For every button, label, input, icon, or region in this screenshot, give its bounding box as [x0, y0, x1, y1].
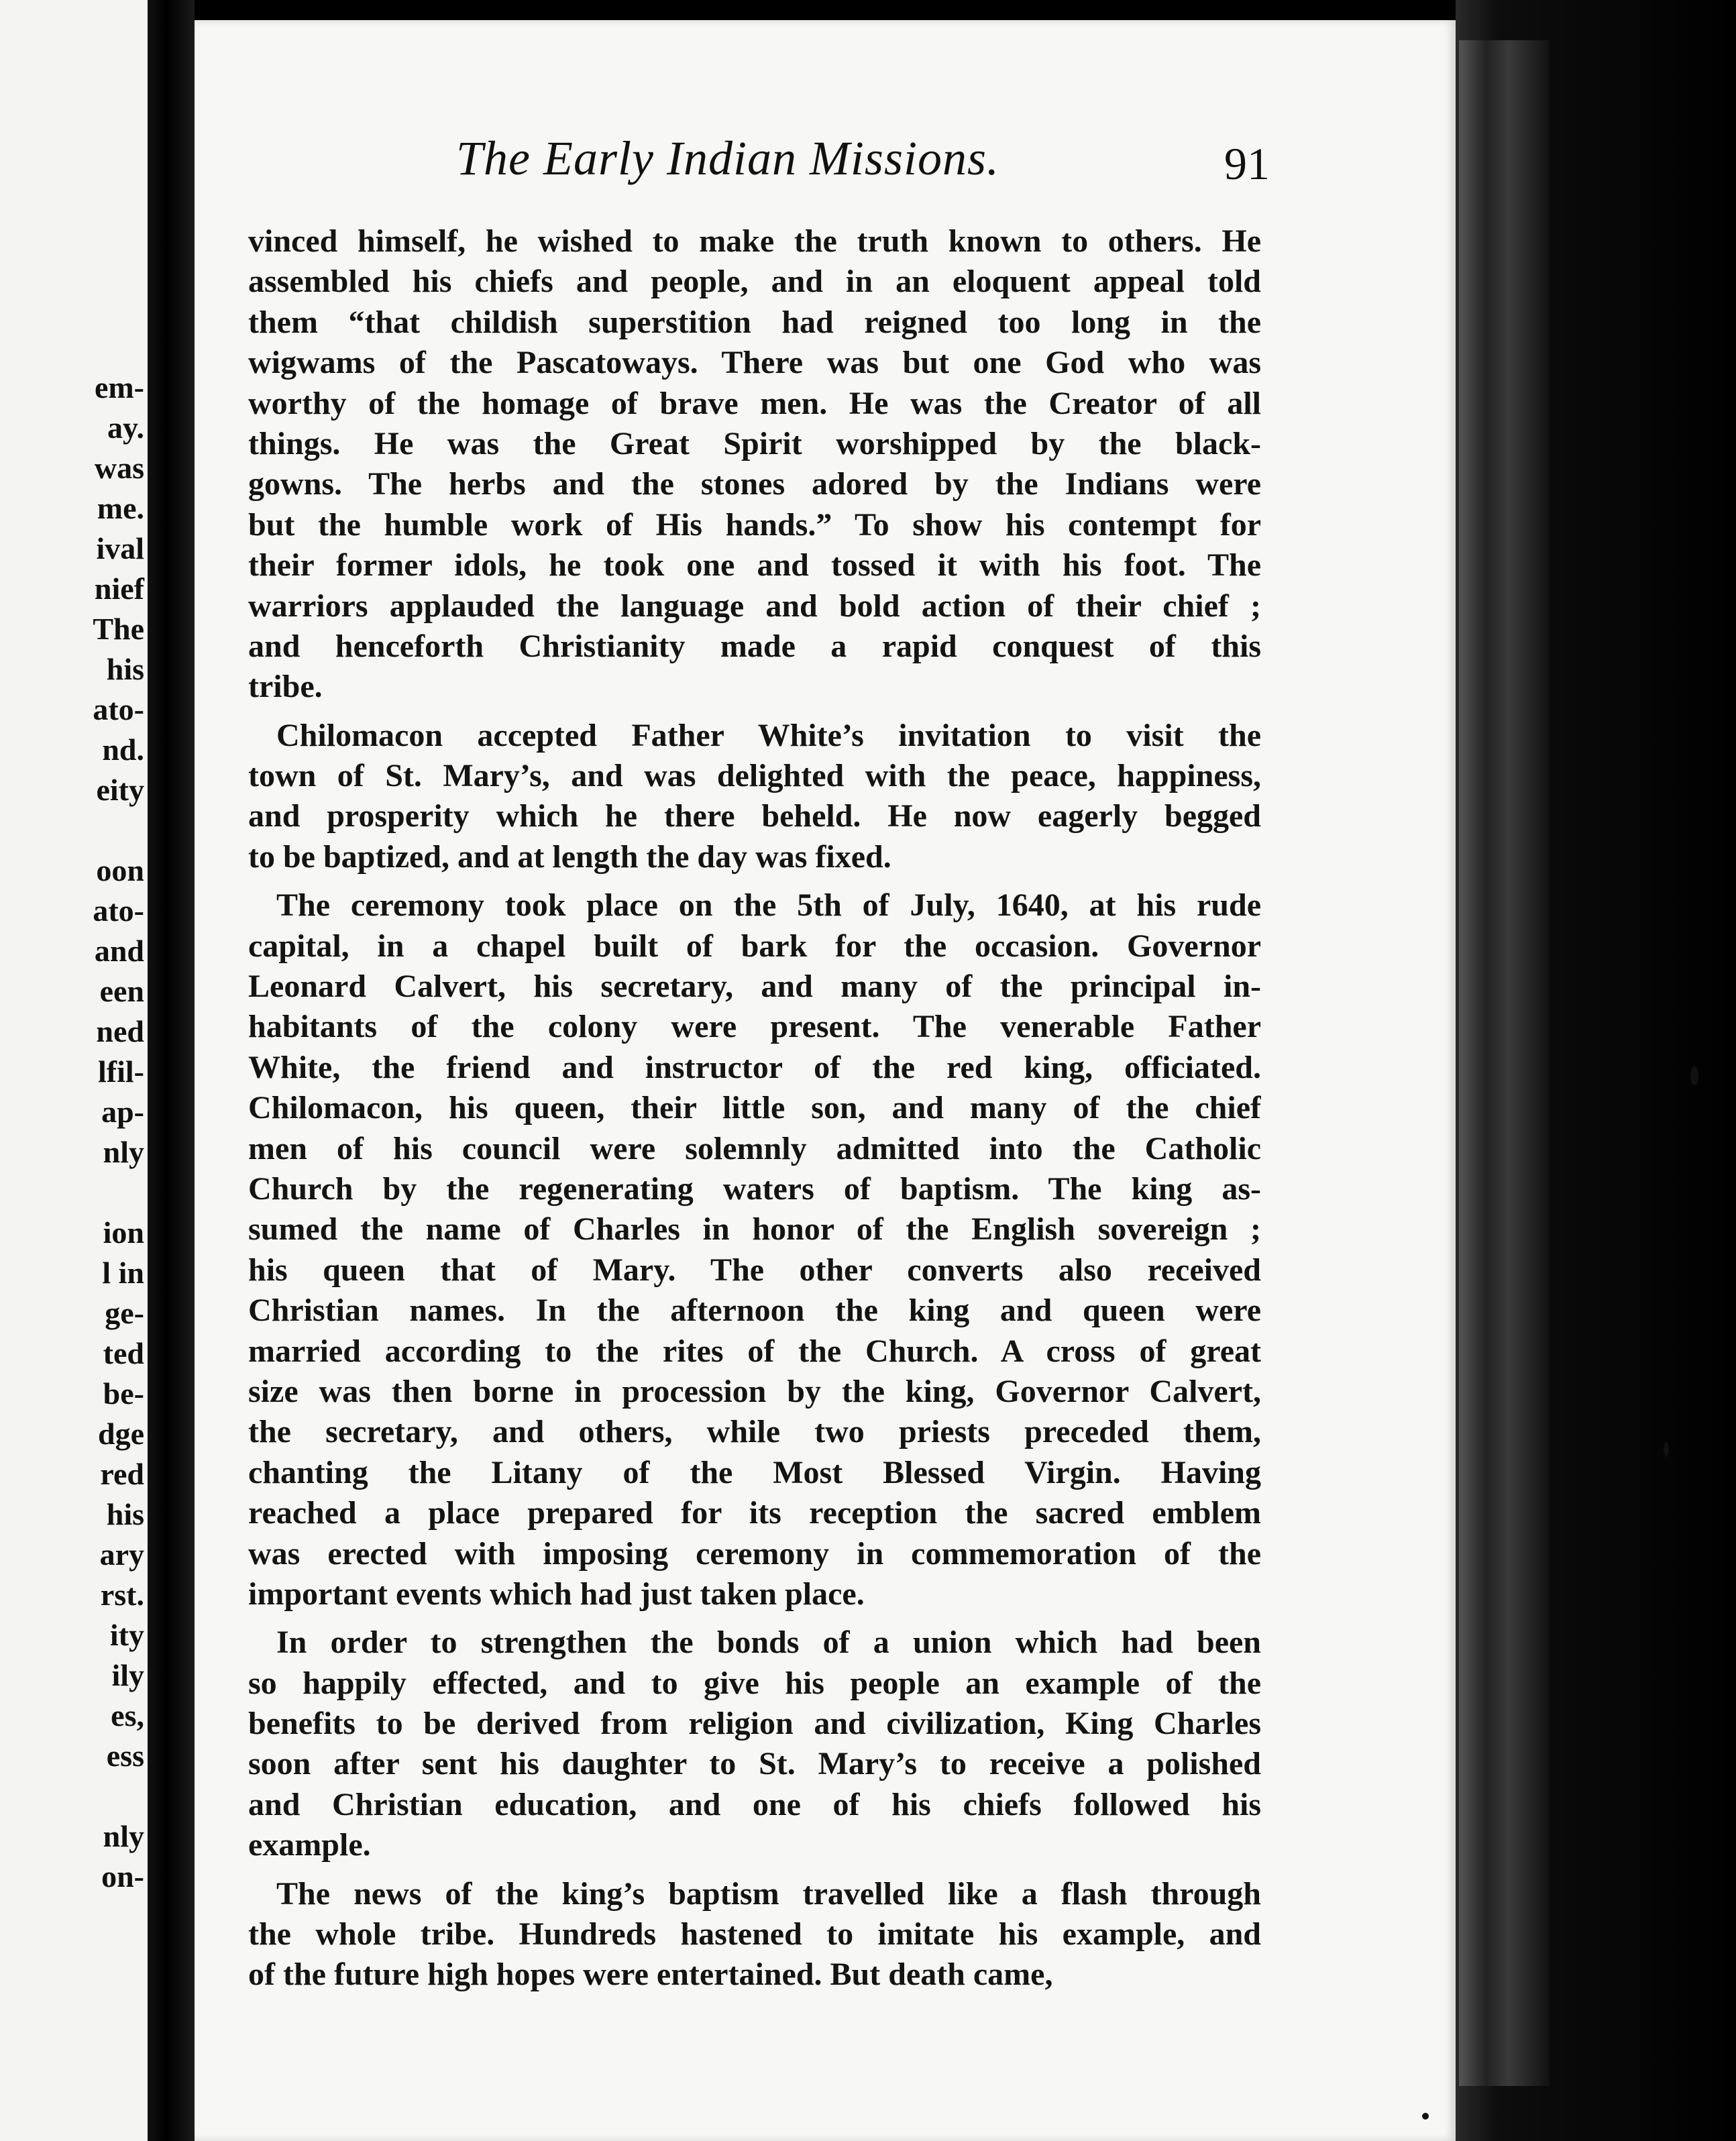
left-page-fragment: ary	[99, 1537, 144, 1572]
page-header	[195, 131, 1456, 191]
left-page-fragment: rst.	[100, 1578, 144, 1612]
text-line: habitants of the colony were present. The venerable Father	[248, 1009, 1261, 1045]
text-line: example.	[248, 1827, 371, 1863]
text-line: and henceforth Christianity made a rapid conquest of this	[248, 628, 1261, 664]
text-line: chanting the Litany of the Most Blessed Virgin. Having	[248, 1454, 1261, 1490]
text-line: his queen that of Mary. The other converts also received	[248, 1252, 1261, 1288]
text-line: vinced himself, he wished to make the truth known to others. He	[248, 223, 1261, 259]
text-line: and prosperity which he there beheld. He now eagerly begged	[248, 798, 1261, 834]
left-page-fragment: his	[106, 652, 144, 686]
left-page-fragment: nief	[94, 571, 144, 606]
text-line: gowns. The herbs and the stones adored by the Indians were	[248, 466, 1261, 502]
paragraph-gap	[248, 1614, 1261, 1623]
left-page-fragment: ity	[109, 1618, 144, 1652]
text-line: but the humble work of His hands.” To show his contempt for	[248, 506, 1261, 543]
book-gutter	[148, 0, 195, 2141]
left-page-fragment: een	[99, 974, 144, 1008]
left-page-fragment: es,	[111, 1698, 144, 1733]
left-page-fragment: ily	[111, 1658, 144, 1692]
left-page-fragment: me.	[97, 491, 144, 525]
left-page-fragment: lfil-	[98, 1054, 144, 1089]
text-line: of the future high hopes were entertained. But death came,	[248, 1957, 1053, 1993]
left-page-fragment: oon	[96, 853, 144, 887]
text-line: town of St. Mary’s, and was delighted with the peace, happiness,	[248, 758, 1261, 794]
main-page	[195, 20, 1456, 2141]
paragraph-gap	[248, 1866, 1261, 1874]
page-number: 91	[1224, 138, 1270, 189]
left-page-fragment: was	[94, 451, 144, 485]
text-line: Church by the regenerating waters of baptism. The king as-	[248, 1170, 1261, 1207]
left-page-text-fragments	[0, 0, 144, 2141]
left-page-fragment: eity	[96, 773, 144, 807]
left-page-fragment: nly	[103, 1819, 144, 1853]
left-page-fragment: his	[106, 1497, 144, 1531]
text-line: their former idols, he took one and tossed it with his foot. The	[248, 547, 1261, 584]
left-page-fragment: ned	[96, 1014, 144, 1048]
left-page-fragment: nly	[103, 1135, 144, 1169]
text-line: soon after sent his daughter to St. Mary’s to receive a polished	[248, 1746, 1261, 1782]
text-line: Leonard Calvert, his secretary, and many of the principal in-	[248, 969, 1261, 1005]
text-line: to be baptized, and at length the day was fixed.	[248, 838, 891, 875]
text-line: capital, in a chapel built of bark for the occasion. Governor	[248, 928, 1261, 964]
text-line: things. He was the Great Spirit worshipped by the black-	[248, 425, 1261, 461]
text-line: wigwams of the Pascatoways. There was but one God who was	[248, 345, 1261, 381]
paragraph-gap	[248, 708, 1261, 716]
left-page-fragment: ato-	[93, 893, 144, 928]
left-page-fragment: and	[94, 934, 144, 968]
left-page-fragment: ival	[96, 531, 144, 565]
text-line: so happily effected, and to give his people an example of the	[248, 1665, 1261, 1701]
text-line: the whole tribe. Hundreds hastened to imitate his example, and	[248, 1916, 1261, 1953]
left-page-fragment: em-	[94, 370, 144, 404]
left-page-fragment: on-	[101, 1859, 144, 1893]
text-line: Chilomacon accepted Father White’s invitation to visit the	[276, 717, 1261, 753]
text-line: was erected with imposing ceremony in commemoration of the	[248, 1535, 1261, 1572]
text-line: Chilomacon, his queen, their little son, and many of the chief	[248, 1090, 1261, 1126]
left-page-fragment: red	[100, 1457, 144, 1491]
left-page-fragment: nd.	[102, 732, 144, 767]
left-page-fragment: The	[93, 612, 144, 646]
text-line: worthy of the homage of brave men. He was the Creator of all	[248, 385, 1261, 421]
text-line: Christian names. In the afternoon the king and queen were	[248, 1293, 1261, 1329]
text-line: and Christian education, and one of his chiefs followed his	[248, 1786, 1261, 1822]
text-line: important events which had just taken place.	[248, 1576, 865, 1612]
left-page-fragment: ge-	[105, 1296, 144, 1330]
body-text	[248, 221, 1261, 1995]
scan-speck	[1690, 1066, 1698, 1085]
scan-speck	[1422, 2113, 1429, 2120]
text-line: assembled his chiefs and people, and in an eloquent appeal told	[248, 264, 1261, 300]
text-line: warriors applauded the language and bold action of their chief ;	[248, 588, 1261, 624]
left-facing-page	[0, 0, 148, 2141]
text-line: them “that childish superstition had reigned too long in the	[248, 304, 1261, 340]
text-line: reached a place prepared for its reception the sacred emblem	[248, 1495, 1261, 1531]
left-page-fragment: ess	[106, 1739, 144, 1773]
left-page-fragment: ted	[103, 1336, 144, 1370]
left-page-fragment: ay.	[107, 410, 144, 445]
text-line: tribe.	[248, 669, 323, 705]
scan-speck	[1664, 1442, 1669, 1457]
left-page-fragment: ato-	[93, 692, 144, 726]
text-line: White, the friend and instructor of the red king, officiated.	[248, 1049, 1261, 1085]
text-line: the secretary, and others, while two priests preceded them,	[248, 1414, 1261, 1450]
left-page-fragment: ion	[103, 1215, 144, 1250]
left-page-fragment: l in	[102, 1256, 144, 1290]
left-page-fragment: be-	[103, 1376, 144, 1411]
text-line: men of his council were solemnly admitted into the Catholic	[248, 1130, 1261, 1166]
paragraph-gap	[248, 877, 1261, 885]
text-line: married according to the rites of the Church. A cross of great	[248, 1333, 1261, 1369]
text-line: sumed the name of Charles in honor of the English sovereign ;	[248, 1211, 1261, 1248]
text-line: size was then borne in procession by the king, Governor Calvert,	[248, 1373, 1261, 1409]
running-title: The Early Indian Missions.	[456, 131, 999, 185]
left-page-fragment: dge	[98, 1417, 144, 1451]
text-line: In order to strengthen the bonds of a union which had been	[276, 1625, 1261, 1661]
page-stack-edge	[1459, 40, 1550, 2086]
text-line: The ceremony took place on the 5th of July, 1640, at his rude	[276, 887, 1261, 924]
text-line: The news of the king’s baptism travelled like a flash through	[276, 1875, 1261, 1912]
left-page-fragment: ap-	[101, 1095, 144, 1129]
text-line: benefits to be derived from religion and civilization, King Charles	[248, 1706, 1261, 1742]
